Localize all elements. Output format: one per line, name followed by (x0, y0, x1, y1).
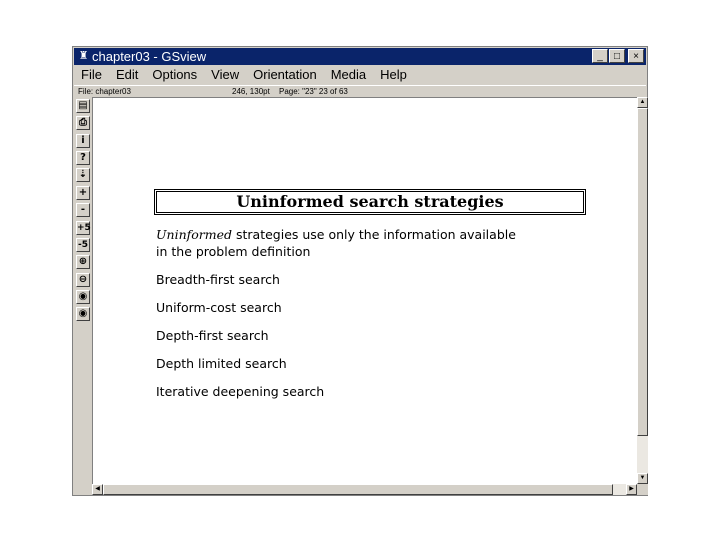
previous-page-icon[interactable]: - (76, 203, 90, 217)
scroll-right-button[interactable]: ▶ (626, 484, 637, 495)
open-icon[interactable]: ▤ (76, 99, 90, 113)
gsview-window (72, 46, 648, 496)
close-button[interactable]: × (628, 49, 644, 63)
title-bar[interactable] (74, 48, 646, 65)
zoom-out-icon[interactable]: ⊖ (76, 273, 90, 287)
menu-orientation[interactable]: Orientation (253, 67, 317, 82)
window-title: chapter03 - GSview (92, 49, 207, 64)
window-controls (591, 49, 644, 64)
intro-emphasis: Uninformed (156, 227, 233, 242)
file-name-label: File: chapter03 (78, 87, 131, 96)
gsview-app-icon[interactable]: ♜ (78, 50, 89, 62)
list-item: Depth limited search (156, 356, 287, 371)
find-icon[interactable]: ◉ (76, 290, 90, 304)
vertical-scrollbar[interactable] (637, 97, 648, 484)
menu-view[interactable]: View (211, 67, 240, 82)
menu-bar (74, 65, 646, 85)
slide-title: Uninformed search strategies (156, 191, 584, 213)
skip-back-icon[interactable]: -5 (78, 240, 88, 250)
list-item: Breadth-first search (156, 272, 280, 287)
menu-media[interactable]: Media (330, 67, 367, 82)
menu-help[interactable]: Help (380, 67, 407, 82)
page-number-label: Page: "23" 23 of 63 (279, 87, 348, 96)
list-item: Uniform-cost search (156, 300, 282, 315)
intro-line-2: in the problem definition (156, 244, 311, 259)
menu-options[interactable]: Options (152, 67, 198, 82)
vertical-scroll-thumb[interactable] (637, 108, 648, 436)
skip-forward-icon[interactable]: +5 (77, 223, 91, 233)
print-icon[interactable]: ⎙ (76, 116, 90, 130)
intro-rest: strategies use only the information available (232, 227, 516, 242)
intro-line-1 (156, 227, 516, 242)
resize-grip[interactable] (637, 484, 648, 495)
list-item: Depth-first search (156, 328, 269, 343)
cursor-position-label: 246, 130pt (232, 87, 270, 96)
info-icon[interactable]: i (76, 134, 90, 148)
maximize-button[interactable]: □ (609, 49, 625, 63)
zoom-in-icon[interactable]: ⊕ (76, 255, 90, 269)
scroll-down-button[interactable]: ▼ (637, 473, 648, 484)
horizontal-scrollbar[interactable] (92, 484, 637, 495)
document-view[interactable] (92, 97, 637, 484)
vertical-toolbar (74, 97, 92, 494)
horizontal-scroll-thumb[interactable] (103, 484, 613, 495)
menu-edit[interactable]: Edit (115, 67, 139, 82)
minimize-button[interactable]: _ (592, 49, 608, 63)
find-next-icon[interactable]: ◉ (76, 307, 90, 321)
goto-page-icon[interactable]: ⇣ (76, 168, 90, 182)
next-page-icon[interactable]: + (76, 186, 90, 200)
scroll-left-button[interactable]: ◀ (92, 484, 103, 495)
help-icon[interactable]: ? (76, 151, 90, 165)
scroll-up-button[interactable]: ▲ (637, 97, 648, 108)
menu-file[interactable]: File (81, 67, 102, 82)
list-item: Iterative deepening search (156, 384, 325, 399)
